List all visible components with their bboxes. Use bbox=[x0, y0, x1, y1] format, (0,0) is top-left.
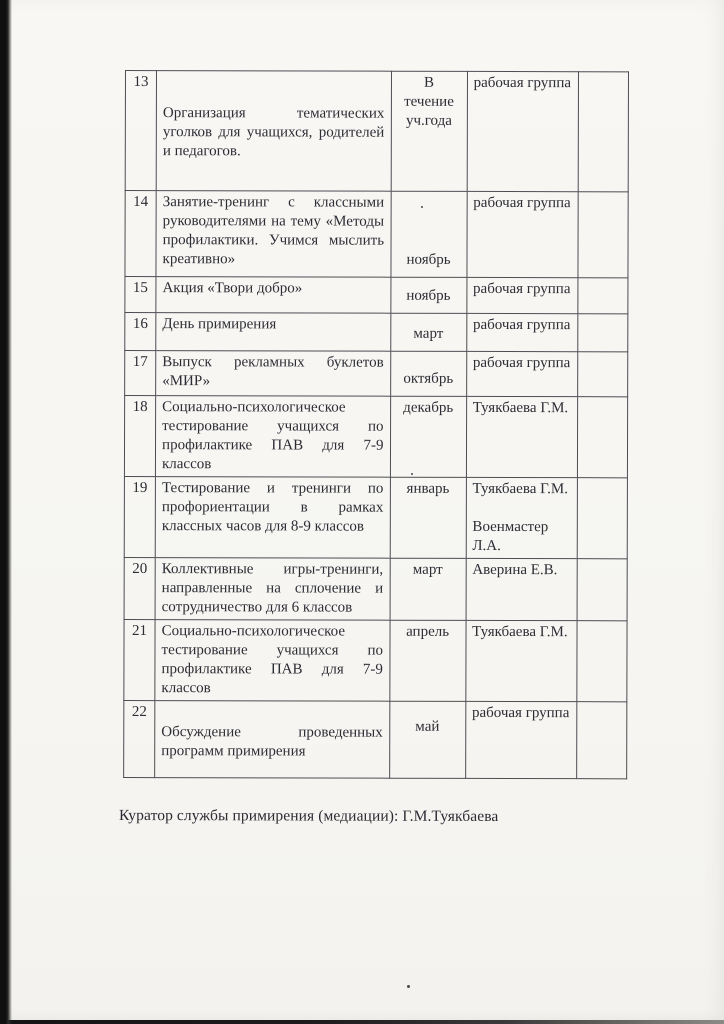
activity-cell: Занятие-тренинг с классными руководителями на тему «Методы профилактики. Учимся мыслить креативно» bbox=[156, 191, 391, 278]
scan-edge-left bbox=[0, 0, 12, 1024]
curator-note: Куратор службы примирения (медиации): Г.М.Туякбаева bbox=[119, 806, 499, 825]
notes-cell bbox=[577, 559, 627, 621]
notes-cell bbox=[577, 478, 627, 559]
timing-cell: апрель bbox=[389, 620, 465, 701]
table-row bbox=[125, 277, 628, 314]
activity-cell: Социально-психологическое тестирование учащихся по профилактике ПАВ для 7-9 классов bbox=[155, 620, 390, 702]
responsible-cell: Туякбаева Г.М. Военмастер Л.А. bbox=[466, 477, 577, 558]
responsible-cell: рабочая группа bbox=[467, 71, 579, 191]
timing-cell: май bbox=[389, 701, 465, 778]
row-number-cell: 16 bbox=[125, 313, 156, 351]
activity-plan-table bbox=[123, 70, 629, 779]
activity-cell: День примирения bbox=[156, 313, 391, 352]
scan-speck bbox=[407, 985, 410, 988]
activity-cell: Тестирование и тренинги по профориентации в рамках классных часов для 8-9 классов bbox=[155, 477, 390, 559]
table-row bbox=[125, 313, 628, 352]
row-number-cell: 13 bbox=[125, 71, 156, 191]
table-row bbox=[124, 476, 627, 558]
activity-cell: Социально-психологическое тестирование учащихся по профилактике ПАВ для 7-9 классов bbox=[155, 396, 390, 478]
scan-speck bbox=[421, 206, 423, 208]
timing-cell: ноябрь bbox=[390, 191, 466, 277]
row-number-cell: 17 bbox=[125, 351, 156, 396]
row-number-cell: 15 bbox=[125, 277, 156, 313]
table-row bbox=[125, 71, 628, 192]
table-row bbox=[125, 351, 628, 397]
notes-cell bbox=[577, 621, 627, 702]
notes-cell bbox=[578, 72, 628, 192]
notes-cell bbox=[578, 352, 628, 397]
activity-cell: Обсуждение проведенных программ примирения bbox=[155, 701, 390, 779]
responsible-cell: рабочая группа bbox=[466, 351, 577, 396]
row-number-cell: 21 bbox=[124, 619, 155, 700]
scan-edge-bottom bbox=[0, 1020, 724, 1024]
notes-cell bbox=[578, 278, 628, 314]
responsible-cell: рабочая группа bbox=[467, 191, 578, 277]
notes-cell bbox=[577, 397, 627, 478]
table-row bbox=[124, 396, 627, 478]
timing-cell: март bbox=[390, 558, 466, 620]
timing-cell: декабрь bbox=[390, 396, 466, 477]
plan-table-body bbox=[124, 71, 629, 779]
responsible-cell: Аверина Е.В. bbox=[466, 558, 577, 620]
row-number-cell: 22 bbox=[124, 700, 155, 777]
table-row bbox=[124, 619, 627, 701]
table-row bbox=[124, 557, 627, 620]
row-number-cell: 19 bbox=[124, 476, 155, 557]
notes-cell bbox=[578, 192, 628, 278]
activity-cell: Выпуск рекламных буклетов «МИР» bbox=[156, 351, 391, 397]
notes-cell bbox=[578, 314, 628, 352]
responsible-cell: Туякбаева Г.М. bbox=[466, 396, 577, 477]
row-number-cell: 14 bbox=[125, 191, 156, 277]
responsible-cell: рабочая группа bbox=[466, 313, 577, 351]
table-row bbox=[125, 191, 628, 278]
table-row bbox=[124, 700, 627, 778]
notes-cell bbox=[577, 702, 627, 779]
row-number-cell: 20 bbox=[124, 557, 155, 619]
row-number-cell: 18 bbox=[124, 396, 155, 477]
activity-cell: Коллективные игры-тренинги, направленные на сплочение и сотрудничество для 6 классов bbox=[155, 558, 390, 621]
timing-cell: март bbox=[390, 313, 466, 351]
activity-cell: Акция «Твори добро» bbox=[156, 277, 391, 314]
document-content bbox=[119, 70, 637, 826]
timing-cell: В течение уч.года bbox=[391, 71, 467, 191]
timing-cell: январь bbox=[390, 477, 466, 558]
timing-cell: октябрь bbox=[390, 351, 466, 396]
responsible-cell: рабочая группа bbox=[467, 277, 578, 313]
activity-cell: Организация тематических уголков для учащихся, родителей и педагогов. bbox=[156, 71, 391, 192]
responsible-cell: рабочая группа bbox=[465, 701, 576, 778]
responsible-cell: Туякбаева Г.М. bbox=[465, 620, 576, 701]
scan-speck bbox=[411, 473, 413, 475]
timing-cell: ноябрь bbox=[390, 277, 466, 313]
